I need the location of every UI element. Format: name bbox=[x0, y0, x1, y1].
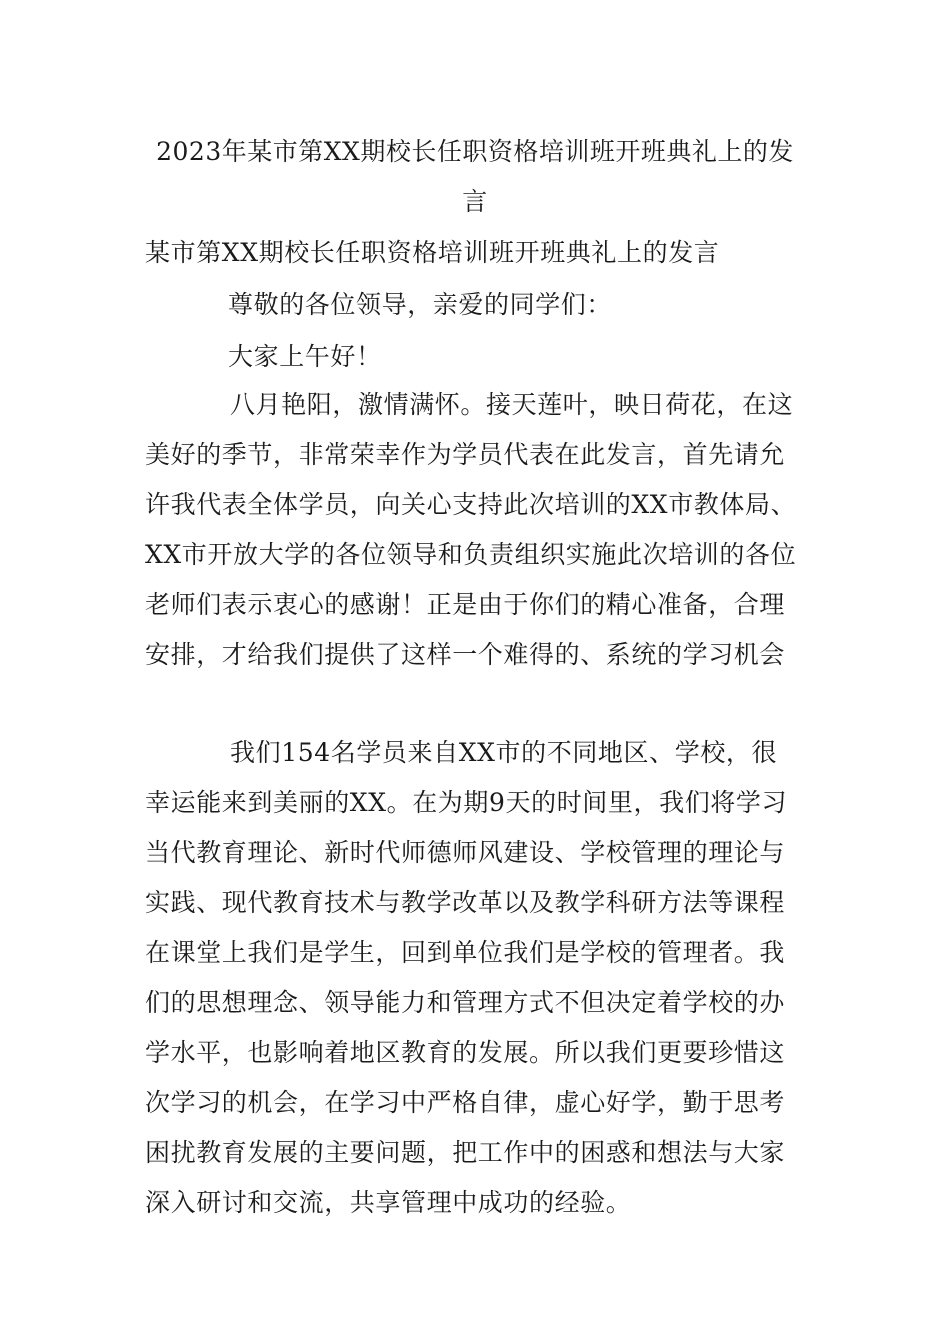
document-title bbox=[145, 127, 805, 227]
paragraph-1-line: 老师们表示衷心的感谢！正是由于你们的精心准备，合理 bbox=[145, 590, 786, 619]
paragraph-1-line: 安排，才给我们提供了这样一个难得的、系统的学习机会 bbox=[145, 640, 786, 669]
paragraph-1-line: 许我代表全体学员，向关心支持此次培训的XX市教体局、 bbox=[145, 490, 797, 519]
title-line-1: 2023年某市第XX期校长任职资格培训班开班典礼上的发 bbox=[156, 137, 794, 166]
paragraph-2-line: 当代教育理论、新时代师德师风建设、学校管理的理论与 bbox=[145, 838, 786, 867]
paragraph-2-line: 我们154名学员来自XX市的不同地区、学校，很 bbox=[230, 738, 778, 767]
paragraph-2-line: 幸运能来到美丽的XX。在为期9天的时间里，我们将学习 bbox=[145, 788, 788, 817]
document-subtitle: 某市第XX期校长任职资格培训班开班典礼上的发言 bbox=[145, 238, 720, 267]
paragraph-2-line: 困扰教育发展的主要问题，把工作中的困惑和想法与大家 bbox=[145, 1138, 786, 1167]
title-line-2: 言 bbox=[462, 187, 488, 216]
paragraph-2-line: 在课堂上我们是学生，回到单位我们是学校的管理者。我 bbox=[145, 938, 786, 967]
paragraph-1-line: XX市开放大学的各位领导和负责组织实施此次培训的各位 bbox=[145, 540, 797, 569]
paragraph-2-line: 次学习的机会，在学习中严格自律，虚心好学，勤于思考 bbox=[145, 1088, 786, 1117]
paragraph-2-line: 们的思想理念、领导能力和管理方式不但决定着学校的办 bbox=[145, 988, 786, 1017]
greeting: 大家上午好！ bbox=[228, 342, 382, 371]
paragraph-1-line: 八月艳阳，激情满怀。接天莲叶，映日荷花，在这 bbox=[230, 390, 794, 419]
salutation: 尊敬的各位领导，亲爱的同学们： bbox=[228, 290, 613, 319]
paragraph-2-line: 深入研讨和交流，共享管理中成功的经验。 bbox=[145, 1188, 632, 1217]
paragraph-2-line: 学水平，也影响着地区教育的发展。所以我们更要珍惜这 bbox=[145, 1038, 786, 1067]
paragraph-2-line: 实践、现代教育技术与教学改革以及教学科研方法等课程 bbox=[145, 888, 786, 917]
paragraph-1-line: 美好的季节，非常荣幸作为学员代表在此发言，首先请允 bbox=[145, 440, 786, 469]
